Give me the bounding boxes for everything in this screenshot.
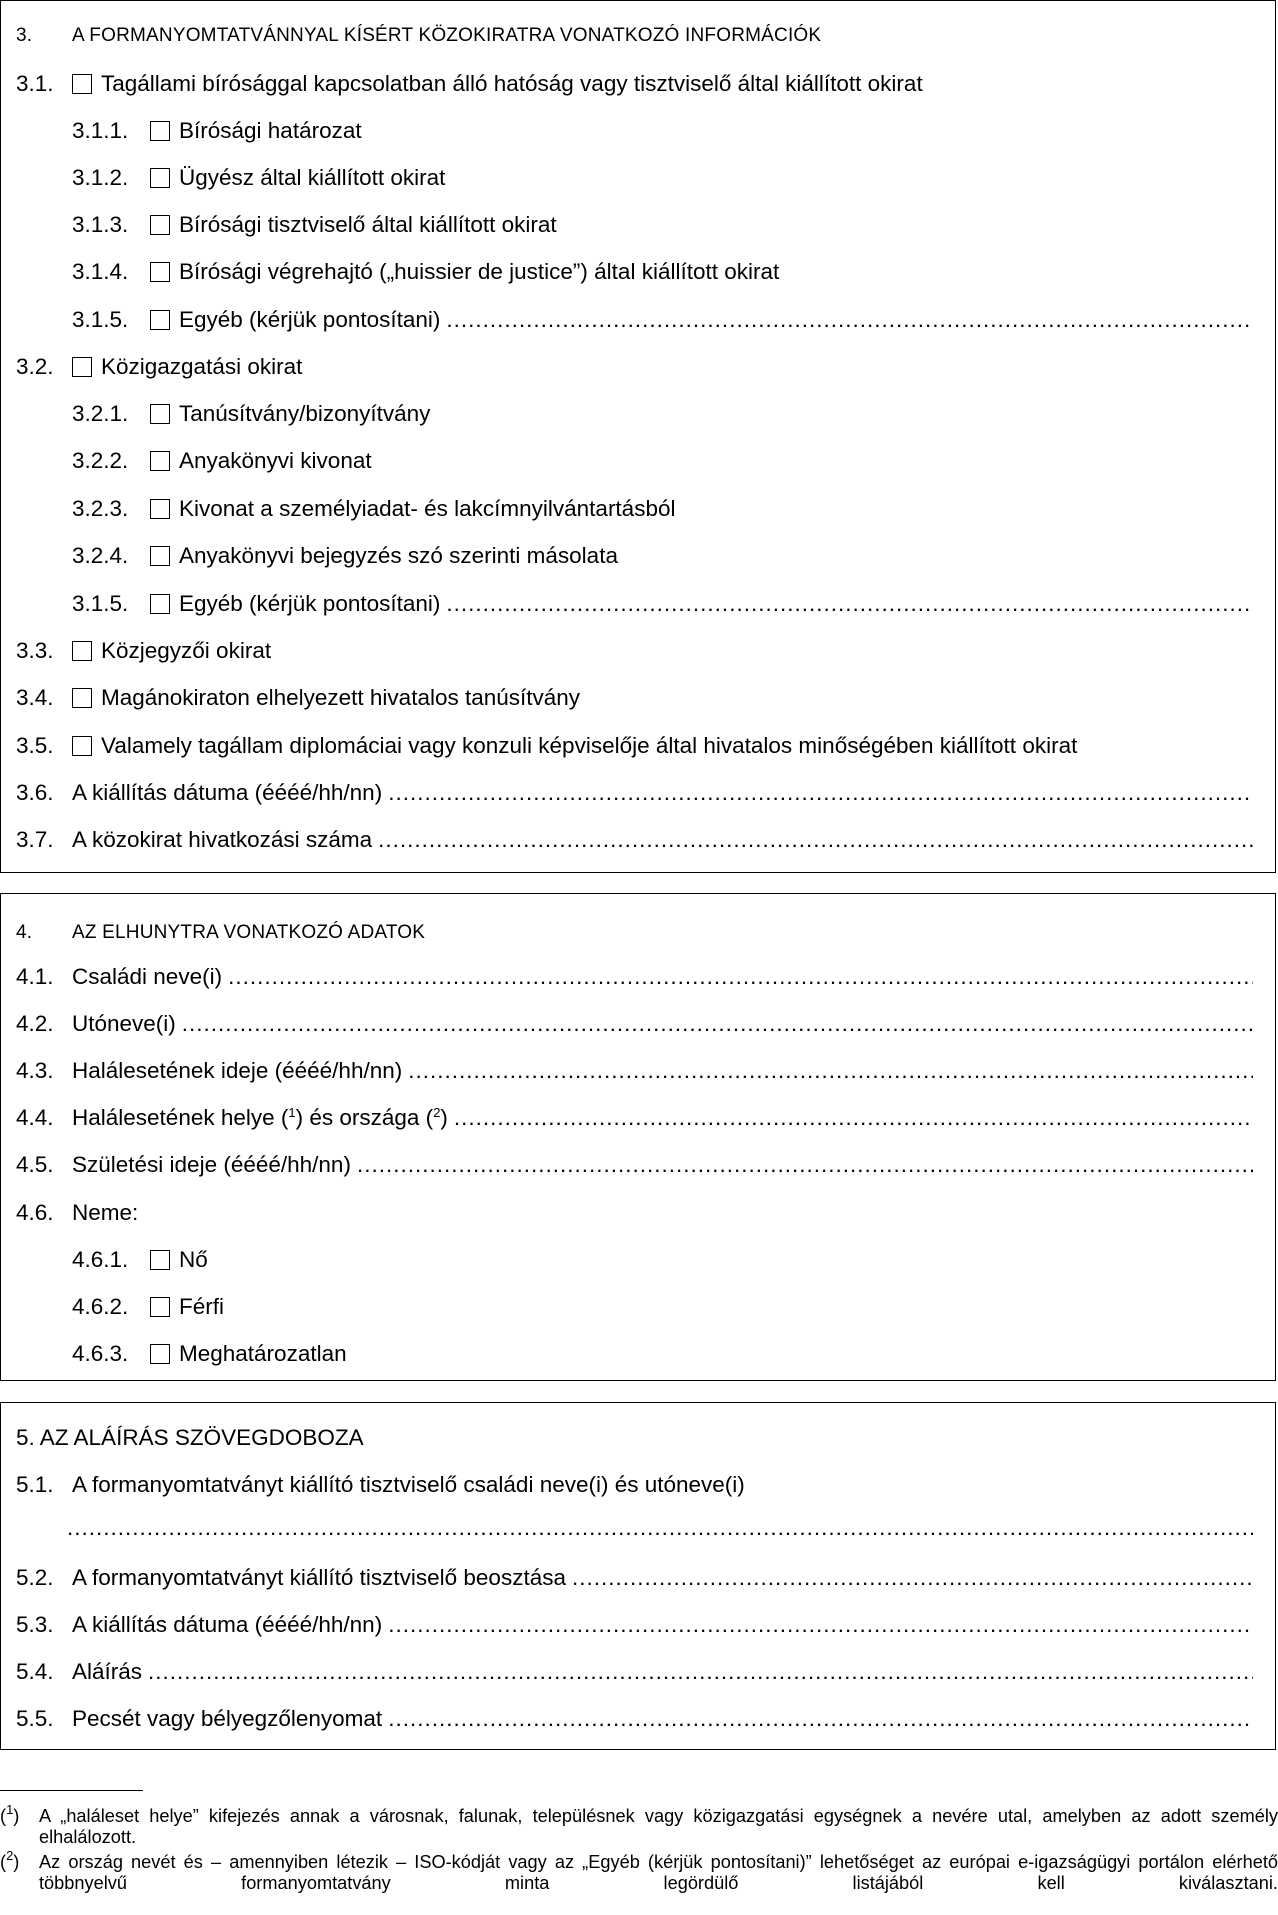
field-label: Aláírás	[72, 1659, 143, 1684]
checkbox[interactable]	[72, 357, 92, 377]
option-row	[1, 255, 1275, 289]
fill-in-line[interactable]	[446, 303, 1253, 337]
item-label: Bírósági végrehajtó („huissier de justice”) által kiállított okirat	[179, 259, 780, 284]
checkbox[interactable]	[150, 310, 170, 330]
field-row	[1, 823, 1275, 857]
footnote-ref-1[interactable]: 1	[288, 1105, 296, 1120]
checkbox[interactable]	[150, 404, 170, 424]
option-row	[1, 634, 1275, 668]
option-row	[1, 492, 1275, 526]
section-title: A FORMANYOMTATVÁNNYAL KÍSÉRT KÖZOKIRATRA VONATKOZÓ INFORMÁCIÓK	[72, 25, 822, 46]
option-row	[1, 539, 1275, 573]
checkbox[interactable]	[150, 1250, 170, 1270]
field-label: A formanyomtatványt kiállító tisztviselő beosztása	[72, 1565, 566, 1590]
field-row	[1, 1196, 1275, 1230]
checkbox[interactable]	[72, 736, 92, 756]
section-5-heading	[1, 1421, 1275, 1455]
option-row	[1, 1290, 1275, 1324]
footnote-text: Az ország nevét és – amennyiben létezik – ISO-kódját vagy az „Egyéb (kérjük pontosítani)” lehetőséget az európai e-igazságügyi portálon elérhető többnyelvű formanyomtatvány minta legördülő listájából kell kiválasztani.	[39, 1852, 1278, 1893]
item-label: Anyakönyvi kivonat	[179, 448, 372, 473]
item-label: Nő	[179, 1247, 208, 1272]
item-label: Tagállami bírósággal kapcsolatban álló hatóság vagy tisztviselő által kiállított okirat	[101, 71, 923, 96]
footnote-text: A „haláleset helye” kifejezés annak a városnak, falunak, településnek vagy közigazgatási egységnek a nevére utal, amelyben az adott személy elhalálozott.	[39, 1806, 1278, 1847]
field-label-part: Halálesetének helye (	[72, 1105, 289, 1130]
item-number: 3.1.1.	[72, 118, 129, 143]
item-number: 4.6.1.	[72, 1247, 129, 1272]
footnote-marker: ($^2$)	[0, 1848, 20, 1872]
checkbox[interactable]	[150, 1344, 170, 1364]
item-number: 3.1.5.	[72, 591, 129, 616]
field-row	[1, 776, 1275, 810]
item-number: 3.2.1.	[72, 401, 129, 426]
fill-in-line[interactable]	[388, 1702, 1253, 1736]
item-label: Egyéb (kérjük pontosítani)	[179, 591, 441, 616]
item-number: 3.4.	[16, 685, 54, 710]
item-number: 3.2.3.	[72, 496, 129, 521]
item-number: 4.6.	[16, 1200, 54, 1225]
option-row	[1, 1243, 1275, 1277]
item-number: 4.4.	[16, 1105, 54, 1130]
footnote-number: 1	[6, 1802, 14, 1817]
item-label: Bírósági határozat	[179, 118, 362, 143]
fill-in-line[interactable]	[67, 1511, 1253, 1545]
option-row	[1, 587, 1275, 621]
checkbox[interactable]	[150, 451, 170, 471]
fill-in-line[interactable]	[148, 1655, 1253, 1689]
field-label: Halálesetének ideje (éééé/hh/nn)	[72, 1058, 403, 1083]
option-row	[1, 67, 1275, 101]
item-label: Ügyész által kiállított okirat	[179, 165, 446, 190]
footnote-separator	[0, 1790, 143, 1791]
option-row	[1, 681, 1275, 715]
field-row	[1, 1148, 1275, 1182]
fill-in-line[interactable]	[388, 776, 1253, 810]
fill-in-line[interactable]	[408, 1054, 1253, 1088]
item-number: 4.2.	[16, 1011, 54, 1036]
option-row	[1, 208, 1275, 242]
checkbox[interactable]	[72, 641, 92, 661]
section-4-box	[0, 893, 1276, 1381]
item-number: 5.1.	[16, 1472, 54, 1497]
field-row	[1, 1007, 1275, 1041]
item-number: 4.6.3.	[72, 1341, 129, 1366]
option-row	[1, 303, 1275, 337]
fill-in-line[interactable]	[378, 823, 1253, 857]
field-row	[1, 1101, 1275, 1135]
option-row	[1, 444, 1275, 478]
option-row	[1, 1337, 1275, 1371]
field-label: A formanyomtatványt kiállító tisztviselő családi neve(i) és utóneve(i)	[72, 1472, 745, 1497]
item-label: Meghatározatlan	[179, 1341, 347, 1366]
checkbox[interactable]	[150, 546, 170, 566]
field-label: Neme:	[72, 1200, 139, 1225]
section-number: 3.	[16, 25, 33, 46]
item-number: 3.1.3.	[72, 212, 129, 237]
checkbox[interactable]	[150, 1297, 170, 1317]
item-number: 5.3.	[16, 1612, 54, 1637]
section-title: 5. AZ ALÁÍRÁS SZÖVEGDOBOZA	[16, 1425, 364, 1450]
option-row	[1, 350, 1275, 384]
item-number: 4.5.	[16, 1152, 54, 1177]
field-label: Utóneve(i)	[72, 1011, 176, 1036]
footnote-marker: ($^1$)	[0, 1802, 20, 1826]
field-label: A kiállítás dátuma (éééé/hh/nn)	[72, 780, 383, 805]
item-number: 4.3.	[16, 1058, 54, 1083]
item-label: Közjegyzői okirat	[101, 638, 272, 663]
fill-in-row	[1, 1511, 1275, 1545]
field-row	[1, 1561, 1275, 1595]
fill-in-line[interactable]	[182, 1007, 1253, 1041]
item-number: 3.7.	[16, 827, 54, 852]
field-label: A közokirat hivatkozási száma	[72, 827, 373, 852]
item-number: 5.4.	[16, 1659, 54, 1684]
field-label: A kiállítás dátuma (éééé/hh/nn)	[72, 1612, 383, 1637]
option-row	[1, 397, 1275, 431]
item-number: 3.2.	[16, 354, 54, 379]
section-3-box	[0, 0, 1276, 873]
option-row	[1, 161, 1275, 195]
item-number: 3.2.2.	[72, 448, 129, 473]
fill-in-line[interactable]	[228, 960, 1253, 994]
item-label: Férfi	[179, 1294, 224, 1319]
fill-in-line[interactable]	[388, 1608, 1253, 1642]
item-number: 3.5.	[16, 733, 54, 758]
checkbox[interactable]	[150, 121, 170, 141]
item-number: 3.6.	[16, 780, 54, 805]
footnote-number: 2	[6, 1848, 14, 1863]
fill-in-line[interactable]	[572, 1561, 1253, 1595]
section-number: 4.	[16, 922, 33, 943]
item-number: 3.2.4.	[72, 543, 129, 568]
item-number: 4.6.2.	[72, 1294, 129, 1319]
field-row	[1, 1468, 1275, 1502]
item-number: 3.1.	[16, 71, 54, 96]
item-number: 5.2.	[16, 1565, 54, 1590]
fill-in-line[interactable]	[454, 1101, 1253, 1135]
item-label: Egyéb (kérjük pontosítani)	[179, 307, 441, 332]
section-title: AZ ELHUNYTRA VONATKOZÓ ADATOK	[72, 922, 426, 943]
fill-in-line[interactable]	[357, 1148, 1253, 1182]
field-label-part: ) és országa (	[295, 1105, 434, 1130]
field-row	[1, 1655, 1275, 1689]
option-row	[1, 729, 1275, 763]
item-label: Valamely tagállam diplomáciai vagy konzuli képviselője által hivatalos minőségében kiállított okirat	[101, 733, 1078, 758]
checkbox[interactable]	[72, 688, 92, 708]
footnote-2	[0, 1848, 1278, 1896]
field-row	[1, 1702, 1275, 1736]
field-row	[1, 1054, 1275, 1088]
section-3-heading	[1, 19, 1275, 53]
checkbox[interactable]	[150, 594, 170, 614]
item-number: 4.1.	[16, 964, 54, 989]
item-label: Tanúsítvány/bizonyítvány	[179, 401, 431, 426]
checkbox[interactable]	[150, 215, 170, 235]
field-label-part: )	[440, 1105, 448, 1130]
item-label: Kivonat a személyiadat- és lakcímnyilvántartásból	[179, 496, 676, 521]
checkbox[interactable]	[150, 168, 170, 188]
checkbox[interactable]	[72, 74, 92, 94]
item-label: Anyakönyvi bejegyzés szó szerinti másolata	[179, 543, 618, 568]
item-label: Magánokiraton elhelyezett hivatalos tanúsítvány	[101, 685, 581, 710]
section-5-box	[0, 1402, 1276, 1750]
item-number: 3.1.4.	[72, 259, 129, 284]
item-number: 3.1.5.	[72, 307, 129, 332]
option-row	[1, 114, 1275, 148]
field-label: Családi neve(i)	[72, 964, 223, 989]
checkbox[interactable]	[150, 499, 170, 519]
item-number: 5.5.	[16, 1706, 54, 1731]
item-label: Közigazgatási okirat	[101, 354, 303, 379]
field-label	[72, 1101, 448, 1135]
field-row	[1, 1608, 1275, 1642]
fill-in-line[interactable]	[446, 587, 1253, 621]
footnote-ref-2[interactable]: 2	[433, 1105, 441, 1120]
item-number: 3.3.	[16, 638, 54, 663]
field-label: Születési ideje (éééé/hh/nn)	[72, 1152, 351, 1177]
section-4-heading	[1, 916, 1275, 950]
item-label: Bírósági tisztviselő által kiállított okirat	[179, 212, 557, 237]
footnote-1	[0, 1802, 1278, 1850]
field-row	[1, 960, 1275, 994]
checkbox[interactable]	[150, 262, 170, 282]
item-number: 3.1.2.	[72, 165, 129, 190]
field-label: Pecsét vagy bélyegzőlenyomat	[72, 1706, 383, 1731]
